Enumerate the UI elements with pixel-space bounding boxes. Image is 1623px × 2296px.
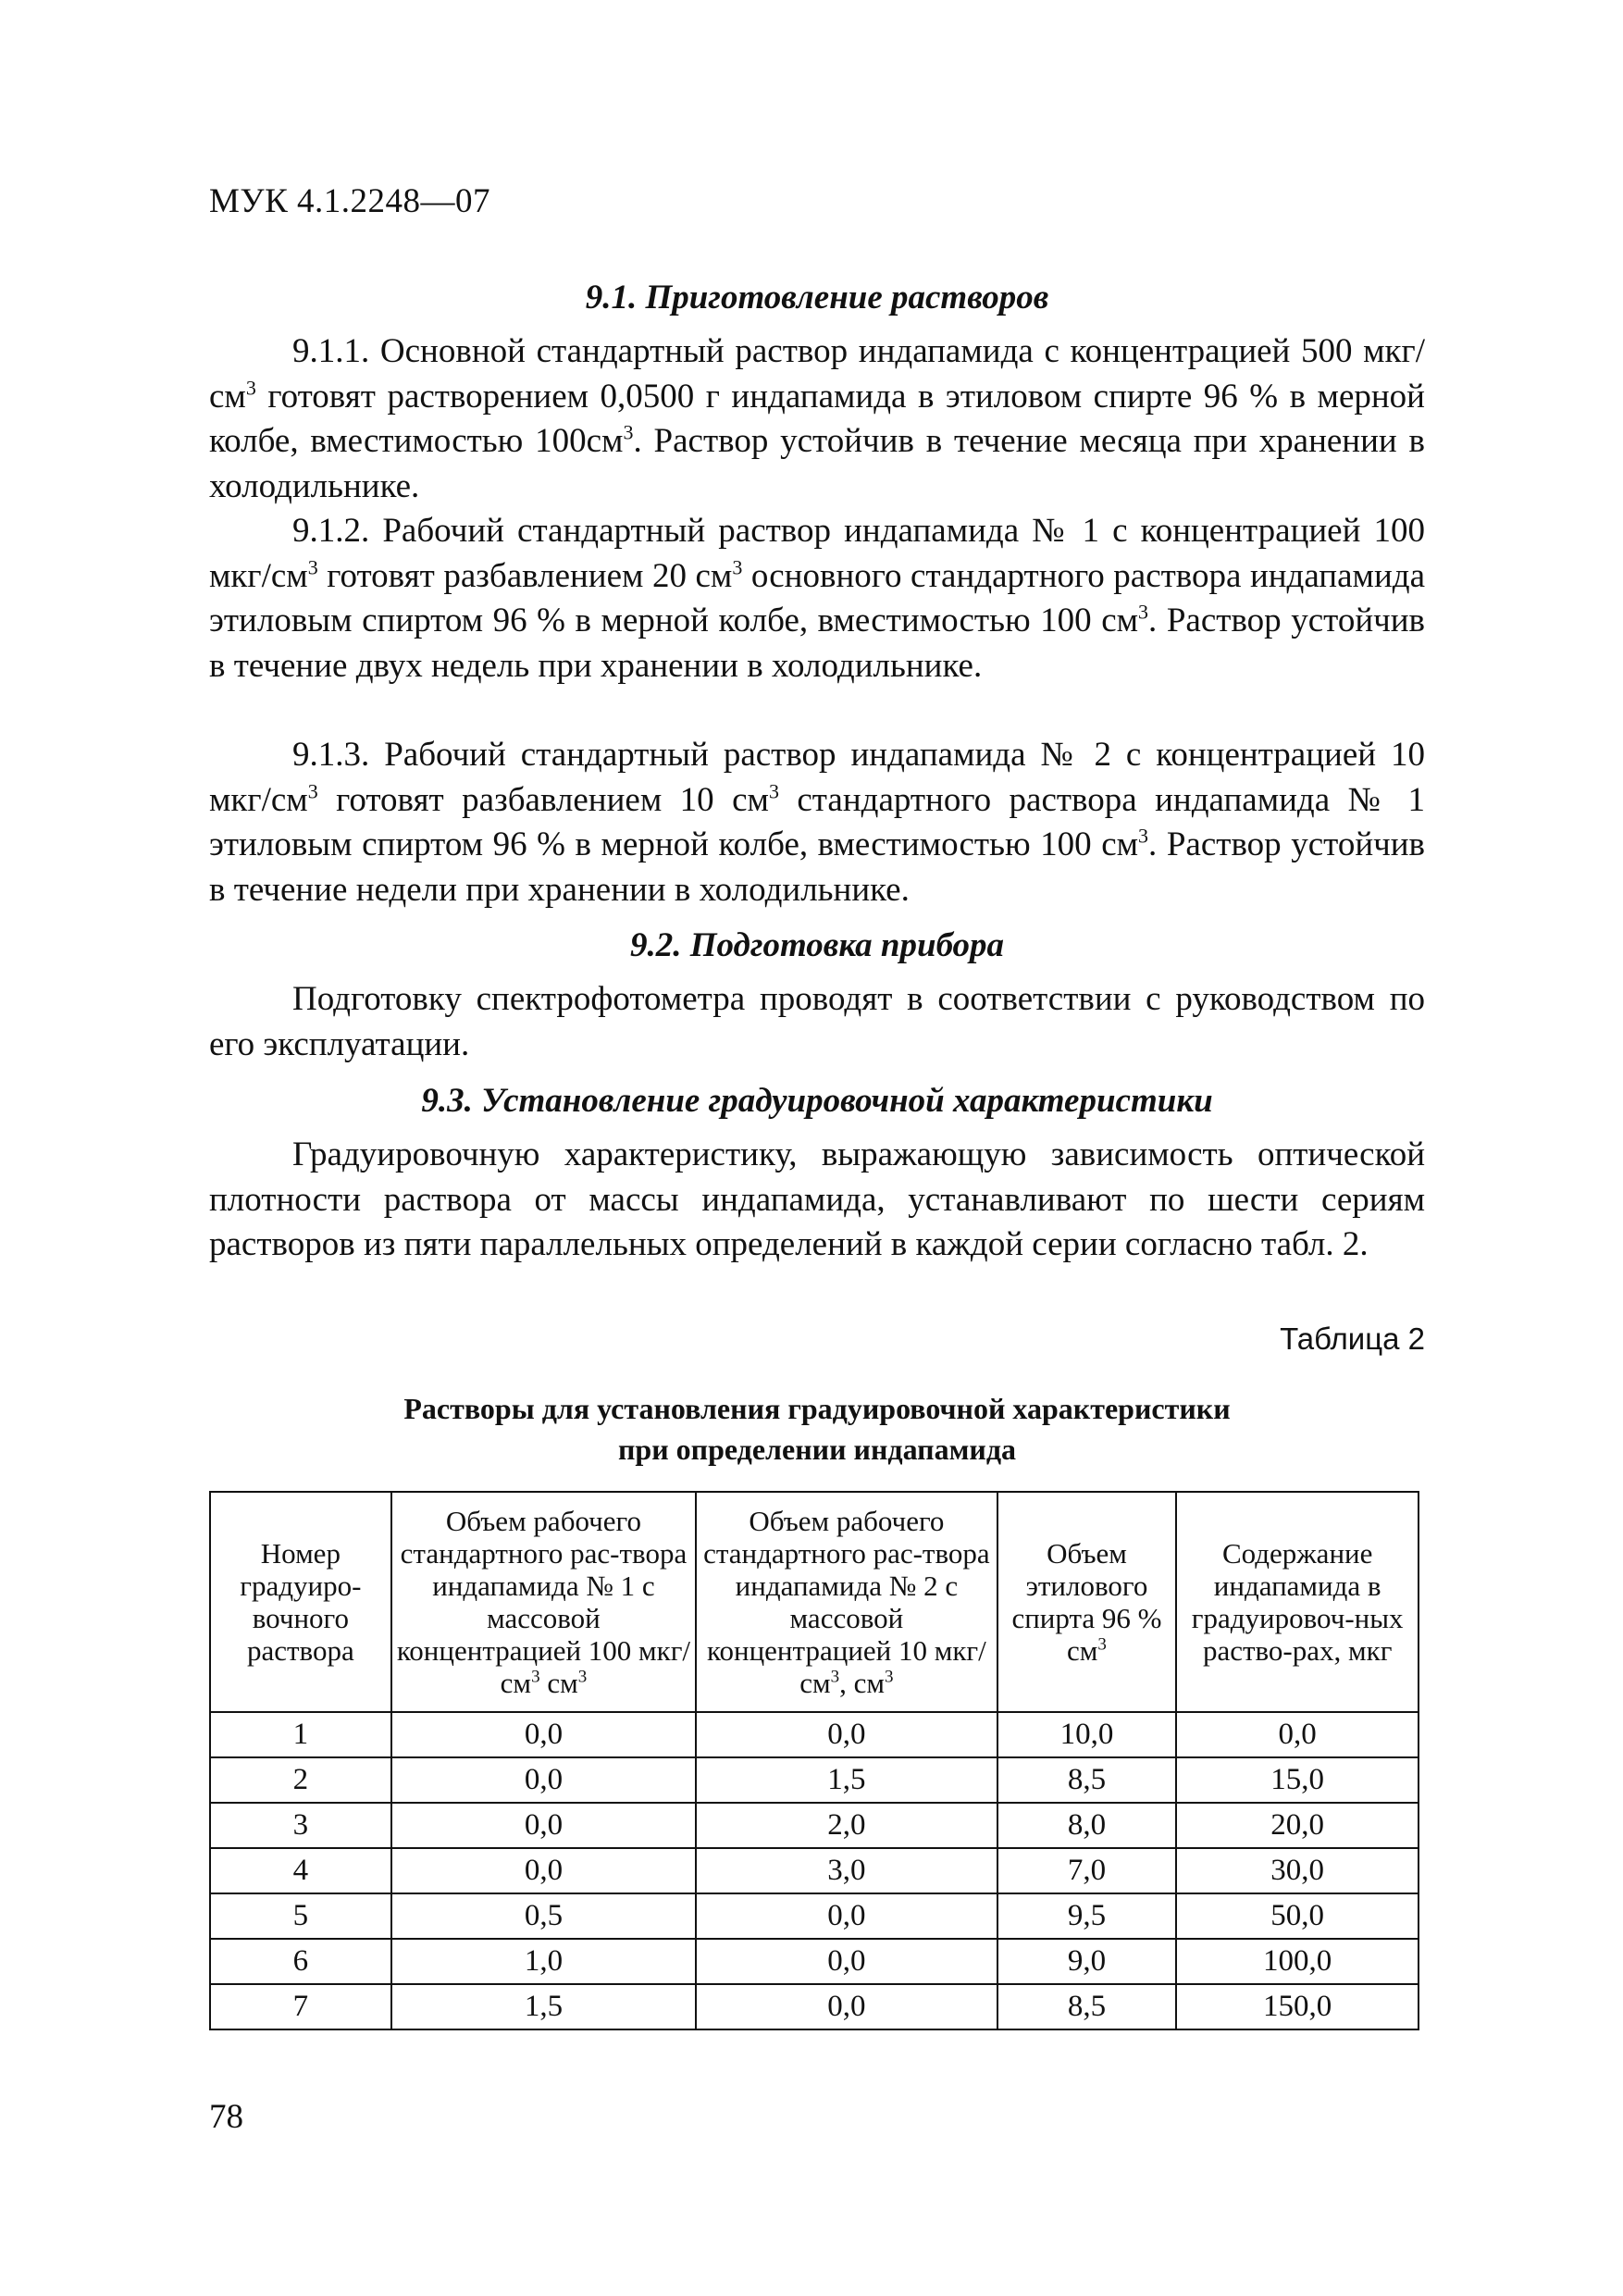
header-text: Объем рабочего стандартного рас-твора индапамида № 1 с массовой концентрацией 100 мкг/см xyxy=(396,1505,691,1699)
table-row xyxy=(210,1893,1419,1939)
cell: 0,0 xyxy=(391,1803,696,1848)
superscript: 3 xyxy=(732,555,743,579)
text: 9.1.1. Основной стандартный раствор индапамида с концентрацией 500 мкг/см xyxy=(209,332,1425,416)
header-solution-number xyxy=(210,1492,391,1712)
text: основного стандартного раствора индапамида этиловым спиртом 96 % в мерной колбе, вместимостью 100 см xyxy=(209,556,1425,639)
calibration-table xyxy=(209,1491,1419,2030)
text: 9.1.3. Рабочий стандартный раствор индапамида № 2 с концентрацией 10 мкг/см xyxy=(209,736,1425,819)
paragraph-9-2: Подготовку спектрофотометра проводят в соответствии с руководством по его эксплуатации. xyxy=(209,980,1425,1063)
cell: 0,0 xyxy=(1176,1712,1419,1757)
text: готовят разбавлением 10 см xyxy=(317,780,769,819)
superscript: 3 xyxy=(245,376,256,400)
cell: 15,0 xyxy=(1176,1757,1419,1803)
superscript: 3 xyxy=(623,420,634,444)
header-text: Объем этилового спирта 96 % см xyxy=(1011,1537,1162,1667)
cell: 8,0 xyxy=(997,1803,1177,1848)
cell: 4 xyxy=(210,1848,391,1893)
text: готовят растворением 0,0500 г индапамида в этиловом спирте 96 % в мерной колбе, вместимостью 100см xyxy=(209,377,1425,460)
cell: 150,0 xyxy=(1176,1984,1419,2029)
table-title-line-1: Растворы для установления градуировочной характеристики xyxy=(403,1392,1231,1425)
cell: 1,5 xyxy=(391,1984,696,2029)
cell: 20,0 xyxy=(1176,1803,1419,1848)
table-row xyxy=(210,1939,1419,1984)
table-row xyxy=(210,1848,1419,1893)
superscript: 3 xyxy=(768,779,779,803)
cell: 9,0 xyxy=(997,1939,1177,1984)
page-number: 78 xyxy=(209,2098,243,2136)
header-text: Номер градуиро-вочного раствора xyxy=(240,1537,362,1667)
cell: 0,5 xyxy=(391,1893,696,1939)
table-row xyxy=(210,1984,1419,2029)
text: . Раствор устойчив в течение двух недель при хранении в холодильнике. xyxy=(209,602,1425,685)
cell: 9,5 xyxy=(997,1893,1177,1939)
table-row xyxy=(210,1757,1419,1803)
superscript: 3 xyxy=(1138,600,1149,624)
text: . Раствор устойчив в течение недели при хранении в холодильнике. xyxy=(209,825,1425,909)
superscript: 3 xyxy=(1138,824,1149,848)
table-row xyxy=(210,1803,1419,1848)
section-heading-9-3: 9.3. Установление градуировочной характеристики xyxy=(421,1082,1213,1120)
cell: 6 xyxy=(210,1939,391,1984)
header-text: Объем рабочего стандартного рас-твора индапамида № 2 с массовой концентрацией 10 мкг/см xyxy=(703,1505,990,1699)
paragraph-9-1-3 xyxy=(209,733,1425,912)
cell: 3 xyxy=(210,1803,391,1848)
cell: 7,0 xyxy=(997,1848,1177,1893)
cell: 0,0 xyxy=(696,1712,997,1757)
cell: 8,5 xyxy=(997,1757,1177,1803)
header-text: Содержание индапамида в градуировоч-ных раство-рах, мкг xyxy=(1191,1537,1404,1667)
cell: 1 xyxy=(210,1712,391,1757)
paragraph-9-1-2 xyxy=(209,509,1425,689)
text: стандартного раствора индапамида № 1 этиловым спиртом 96 % в мерной колбе, вместимостью 100 см xyxy=(209,780,1425,863)
document-code: МУК 4.1.2248—07 xyxy=(209,182,491,220)
cell: 0,0 xyxy=(391,1848,696,1893)
table-label: Таблица 2 xyxy=(1280,1322,1425,1356)
cell: 7 xyxy=(210,1984,391,2029)
table-title xyxy=(209,1388,1425,1470)
section-heading-9-1: 9.1. Приготовление растворов xyxy=(585,279,1049,316)
header-volume-solution-1 xyxy=(391,1492,696,1712)
superscript: 3 xyxy=(577,1667,588,1687)
table-row xyxy=(210,1712,1419,1757)
cell: 2,0 xyxy=(696,1803,997,1848)
superscript: 3 xyxy=(1097,1634,1107,1655)
cell: 1,0 xyxy=(391,1939,696,1984)
cell: 100,0 xyxy=(1176,1939,1419,1984)
table-title-line-2: при определении индапамида xyxy=(617,1433,1017,1466)
cell: 30,0 xyxy=(1176,1848,1419,1893)
superscript: 3 xyxy=(830,1667,840,1687)
cell: 0,0 xyxy=(391,1757,696,1803)
header-indapamide-content xyxy=(1176,1492,1419,1712)
cell: 2 xyxy=(210,1757,391,1803)
text: готовят разбавлением 20 см xyxy=(317,556,733,595)
paragraph-9-3: Градуировочную характеристику, выражающую зависимость оптической плотности раствора от массы индапамида, устанавливают по шести сериям растворов из пяти параллельных определений в каждой серии согласно табл. 2. xyxy=(209,1136,1425,1263)
cell: 0,0 xyxy=(391,1712,696,1757)
section-heading-9-2: 9.2. Подготовка прибора xyxy=(629,926,1005,964)
superscript: 3 xyxy=(307,779,318,803)
cell: 5 xyxy=(210,1893,391,1939)
superscript: 3 xyxy=(531,1667,540,1687)
cell: 50,0 xyxy=(1176,1893,1419,1939)
text: . Раствор устойчив в течение месяца при хранении в холодильнике. xyxy=(209,422,1425,505)
cell: 1,5 xyxy=(696,1757,997,1803)
header-volume-solution-2 xyxy=(696,1492,997,1712)
paragraph-9-1-1 xyxy=(209,329,1425,509)
header-ethanol-volume xyxy=(997,1492,1177,1712)
header-text: , см xyxy=(839,1667,886,1699)
header-text: см xyxy=(539,1667,578,1699)
cell: 0,0 xyxy=(696,1893,997,1939)
superscript: 3 xyxy=(307,555,318,579)
cell: 0,0 xyxy=(696,1939,997,1984)
text: 9.1.2. Рабочий стандартный раствор индапамида № 1 с концентрацией 100 мкг/см xyxy=(209,512,1425,595)
cell: 8,5 xyxy=(997,1984,1177,2029)
cell: 0,0 xyxy=(696,1984,997,2029)
cell: 3,0 xyxy=(696,1848,997,1893)
table-header-row xyxy=(210,1492,1419,1712)
superscript: 3 xyxy=(885,1667,894,1687)
cell: 10,0 xyxy=(997,1712,1177,1757)
